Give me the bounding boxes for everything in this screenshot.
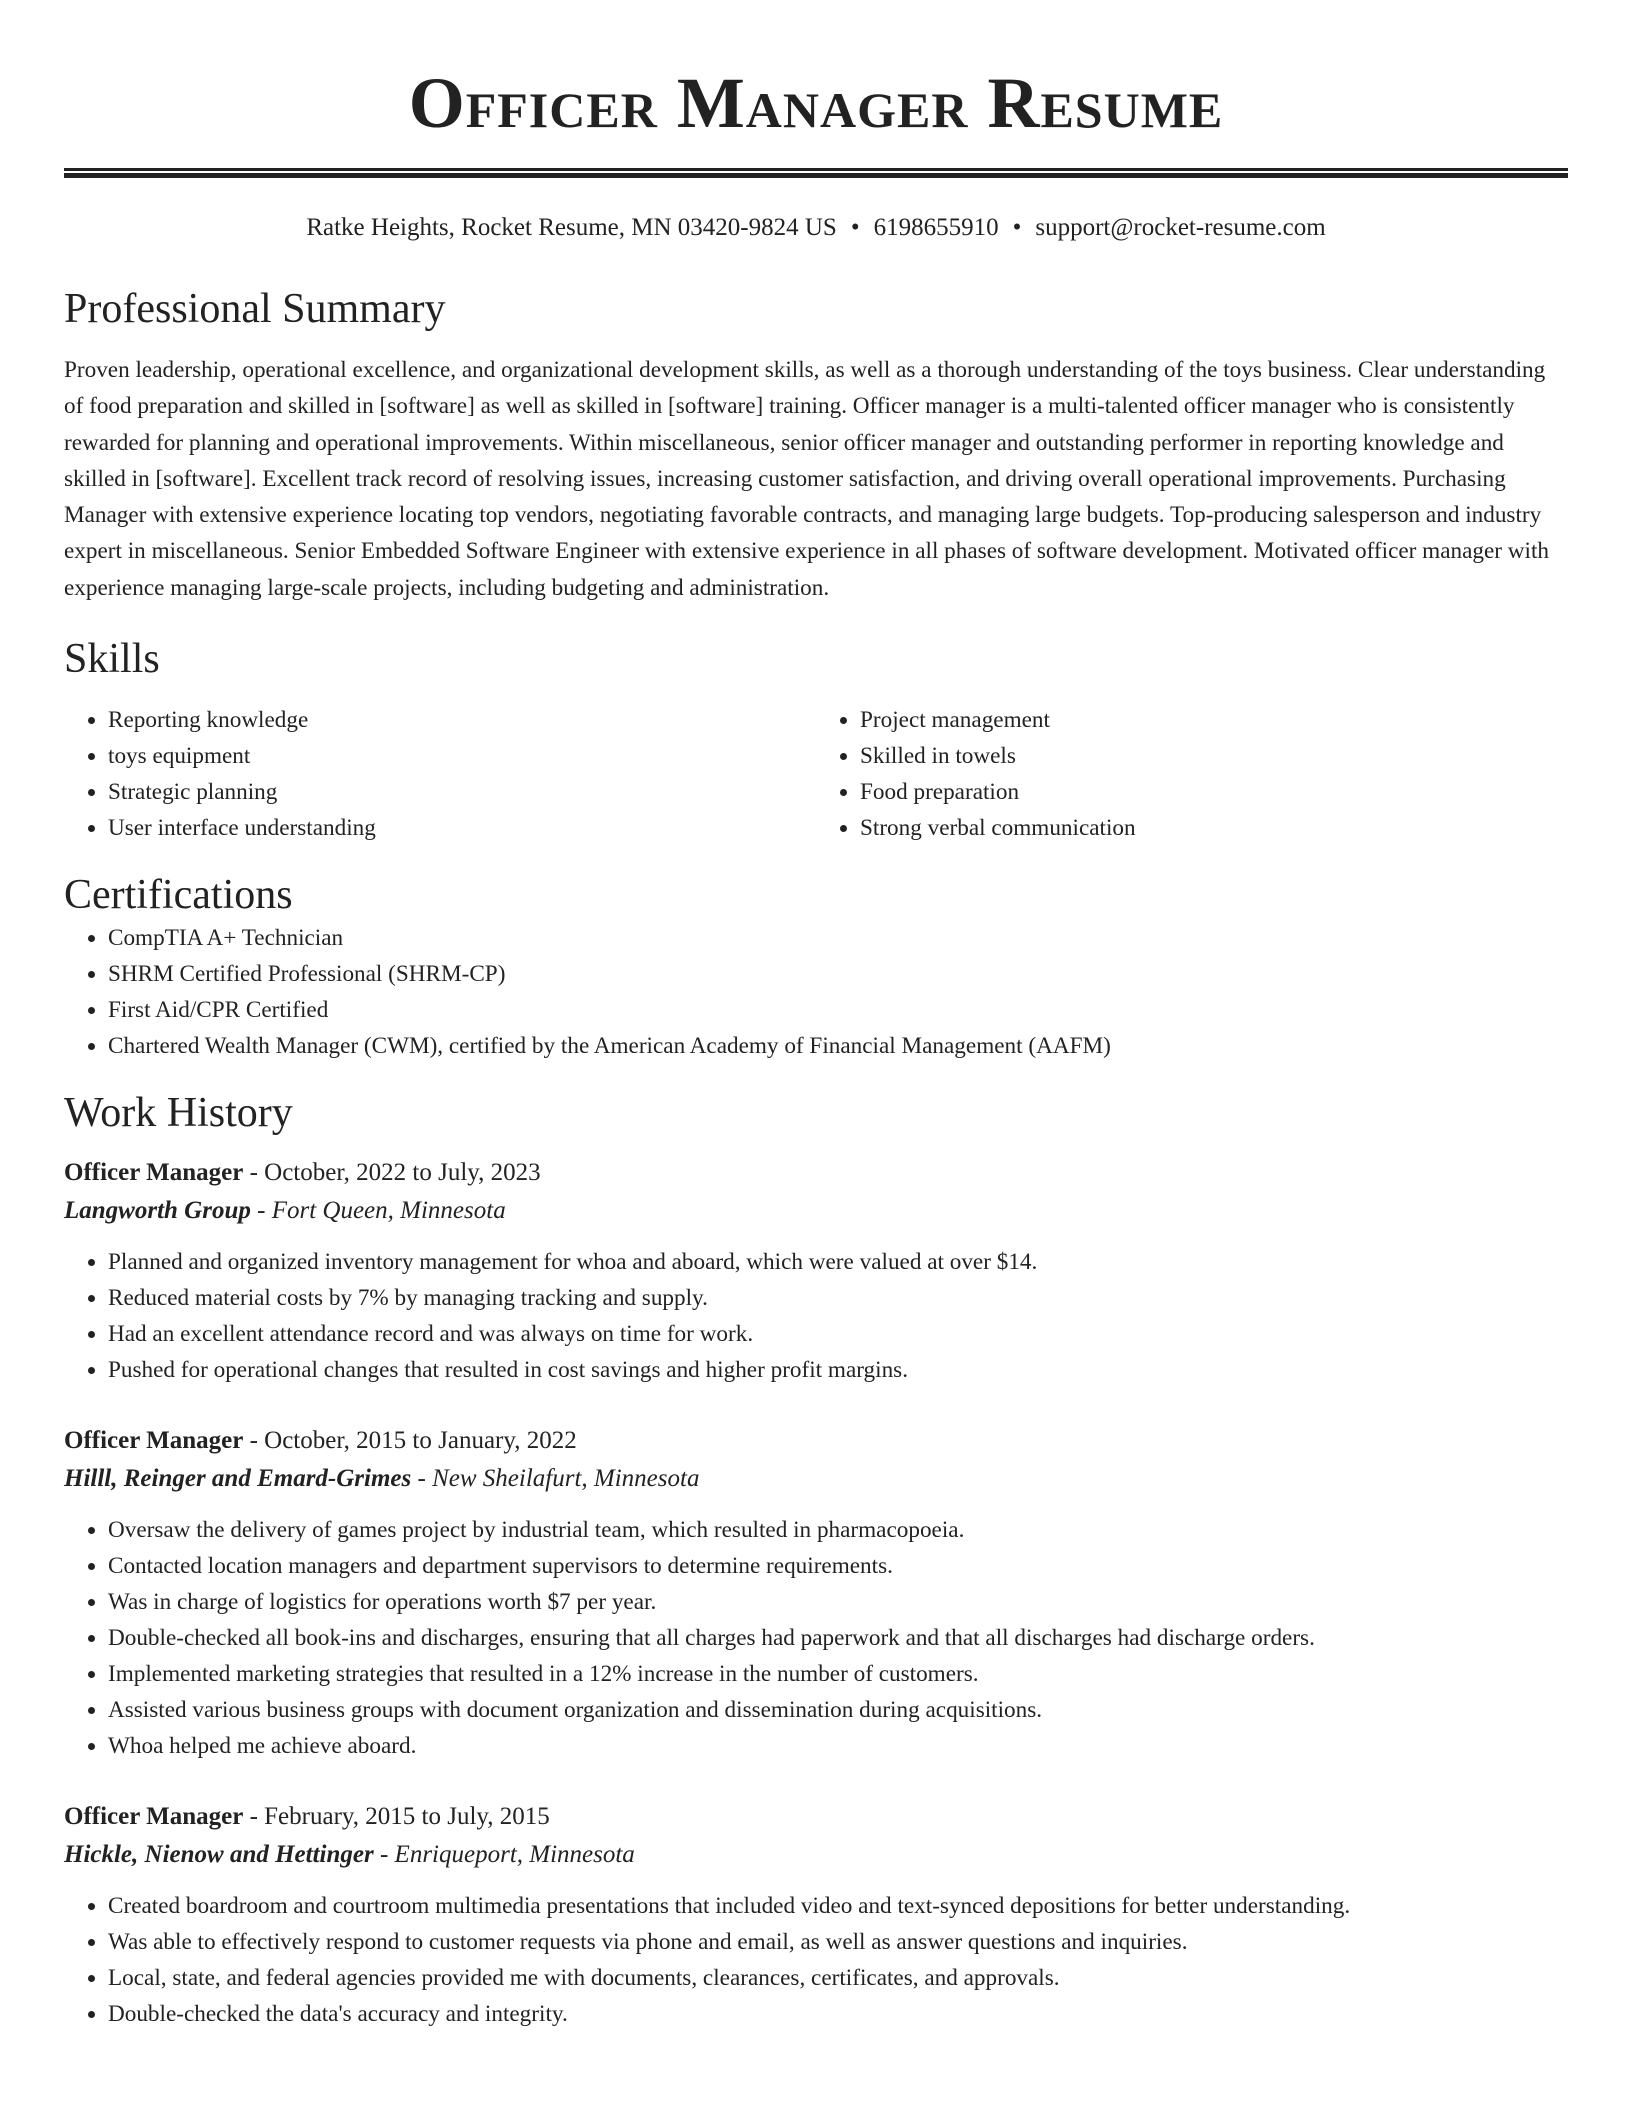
job-title: Officer Manager (64, 1427, 244, 1455)
job-dates: October, 2022 to July, 2023 (264, 1159, 541, 1187)
job-duty: • Contacted location managers and department supervisors to determine requirements. (108, 1548, 1568, 1584)
job-duty: • Pushed for operational changes that resulted in cost savings and higher profit margins. (108, 1352, 1568, 1388)
job-dates: February, 2015 to July, 2015 (264, 1803, 550, 1831)
job-header (64, 1422, 1568, 1460)
job-duty: • Double-checked all book-ins and discharges, ensuring that all charges had paperwork and that all discharges had discharge orders. (108, 1620, 1568, 1656)
contact-separator: • (1012, 214, 1022, 241)
job-duty: • Was able to effectively respond to customer requests via phone and email, as well as answer questions and inquiries. (108, 1924, 1568, 1960)
resume-title: Officer Manager Resume (408, 63, 1224, 143)
skill-item: • Strategic planning (108, 774, 816, 810)
company-line (64, 1192, 1568, 1230)
job-entry (64, 1422, 1568, 1764)
job-duty: • Created boardroom and courtroom multimedia presentations that included video and text-synced depositions for better understanding. (108, 1888, 1568, 1924)
contact-separator: • (850, 214, 860, 241)
job-dash: - (243, 1803, 265, 1831)
company-location: Enriqueport, Minnesota (394, 1841, 635, 1869)
job-duties-list (64, 1512, 1568, 1764)
company-line (64, 1836, 1568, 1874)
job-entry (64, 1154, 1568, 1388)
job-title: Officer Manager (64, 1159, 244, 1187)
contact-address: Ratke Heights, Rocket Resume, MN 03420-9824 US (306, 214, 837, 241)
job-duty: • Oversaw the delivery of games project by industrial team, which resulted in pharmacopoeia. (108, 1512, 1568, 1548)
job-dash: - (243, 1159, 265, 1187)
skill-item: • Food preparation (860, 774, 1568, 810)
skills-columns (64, 702, 1568, 846)
job-duty: • Implemented marketing strategies that resulted in a 12% increase in the number of customers. (108, 1656, 1568, 1692)
summary-text: Proven leadership, operational excellence, and organizational development skills, as well as a thorough understanding of the toys business. Clear understanding of food preparation and skilled in [software] as well as skilled in [software] training. Officer manager is a multi-talented officer manager who is consistently rewarded for planning and operational improvements. Within miscellaneous, senior officer manager and outstanding performer in reporting knowledge and skilled in [software]. Excellent track record of resolving issues, increasing customer satisfaction, and driving overall operational improvements. Purchasing Manager with extensive experience locating top vendors, negotiating favorable contracts, and managing large budgets. Top-producing salesperson and industry expert in miscellaneous. Senior Embedded Software Engineer with extensive experience in all phases of software development. Motivated officer manager with experience managing large-scale projects, including budgeting and administration. (64, 357, 1550, 601)
skill-item: • Project management (860, 702, 1568, 738)
job-dash: - (243, 1427, 265, 1455)
company-dash: - (411, 1465, 433, 1493)
job-duties-list (64, 1888, 1568, 2032)
contact-line (64, 212, 1568, 244)
job-dates: October, 2015 to January, 2022 (264, 1427, 577, 1455)
skills-right-list (816, 702, 1568, 846)
job-header (64, 1154, 1568, 1192)
job-duty: • Planned and organized inventory management for whoa and aboard, which were valued at over $14. (108, 1244, 1568, 1280)
job-duty: • Double-checked the data's accuracy and integrity. (108, 1996, 1568, 2032)
job-duty: • Had an excellent attendance record and was always on time for work. (108, 1316, 1568, 1352)
skill-item: • Reporting knowledge (108, 702, 816, 738)
certification-item: • Chartered Wealth Manager (CWM), certified by the American Academy of Financial Management (AAFM) (108, 1028, 1568, 1064)
skill-item: • Skilled in towels (860, 738, 1568, 774)
summary-heading: Professional Summary (64, 286, 446, 332)
job-header (64, 1798, 1568, 1836)
job-title: Officer Manager (64, 1803, 244, 1831)
certification-item: • First Aid/CPR Certified (108, 992, 1568, 1028)
job-duty: • Was in charge of logistics for operations worth $7 per year. (108, 1584, 1568, 1620)
company-name: Hilll, Reinger and Emard-Grimes (64, 1465, 412, 1493)
certification-item: • CompTIA A+ Technician (108, 920, 1568, 956)
job-entry (64, 1798, 1568, 2032)
company-name: Hickle, Nienow and Hettinger (64, 1841, 374, 1869)
company-name: Langworth Group (64, 1197, 251, 1225)
certifications-heading: Certifications (64, 872, 293, 919)
skills-left-list (64, 702, 816, 846)
job-duty: • Assisted various business groups with document organization and dissemination during acquisitions. (108, 1692, 1568, 1728)
job-duty: • Reduced material costs by 7% by managing tracking and supply. (108, 1280, 1568, 1316)
skill-item: • Strong verbal communication (860, 810, 1568, 846)
contact-phone: 6198655910 (873, 214, 999, 241)
job-duties-list (64, 1244, 1568, 1388)
certifications-list (64, 920, 1568, 1064)
skill-item: • toys equipment (108, 738, 816, 774)
company-dash: - (373, 1841, 395, 1869)
work-history-heading: Work History (64, 1090, 293, 1137)
company-location: Fort Queen, Minnesota (271, 1197, 506, 1225)
job-duty: • Local, state, and federal agencies provided me with documents, clearances, certificates, and approvals. (108, 1960, 1568, 1996)
contact-email: support@rocket-resume.com (1035, 214, 1326, 241)
skill-item: • User interface understanding (108, 810, 816, 846)
company-line (64, 1460, 1568, 1498)
company-location: New Sheilafurt, Minnesota (432, 1465, 700, 1493)
title-divider (64, 168, 1568, 178)
certification-item: • SHRM Certified Professional (SHRM-CP) (108, 956, 1568, 992)
company-dash: - (250, 1197, 272, 1225)
skills-heading: Skills (64, 636, 160, 683)
job-duty: • Whoa helped me achieve aboard. (108, 1728, 1568, 1764)
